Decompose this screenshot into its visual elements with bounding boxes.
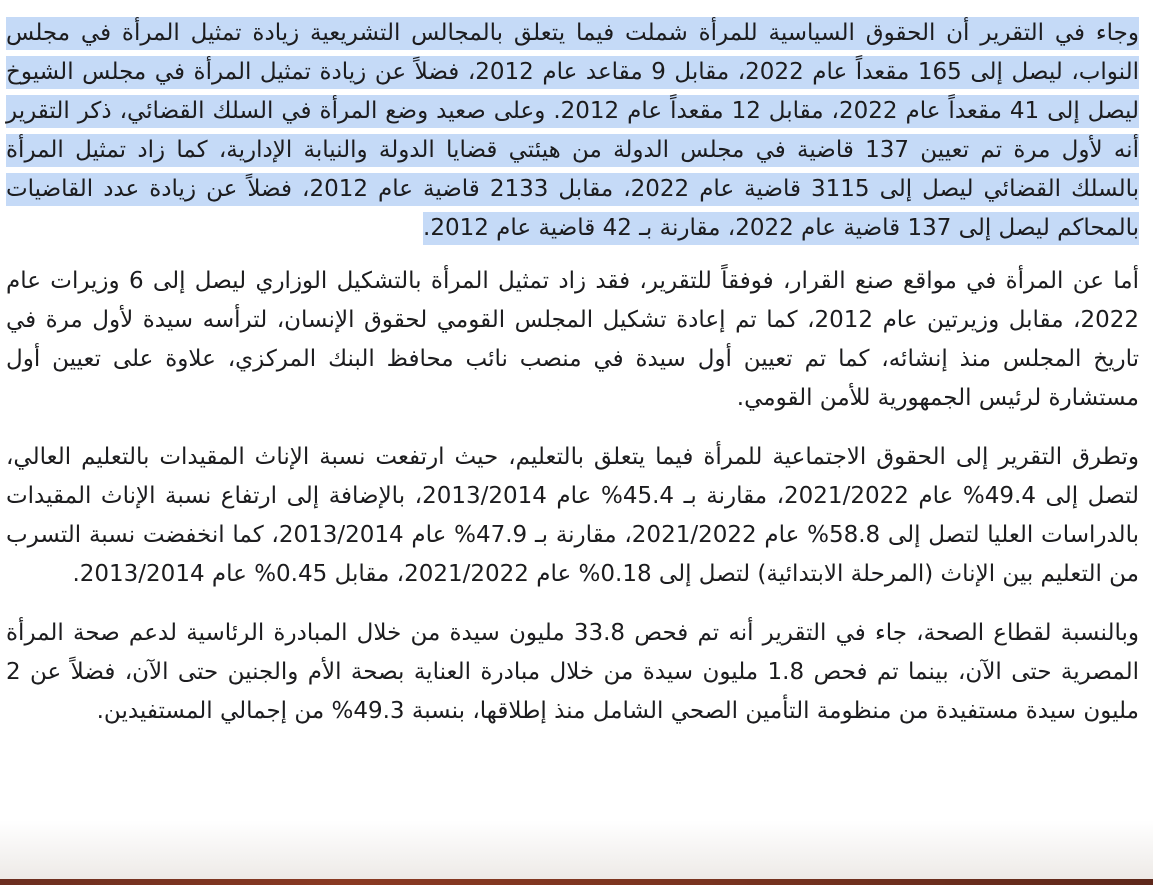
paragraph-decision-making: أما عن المرأة في مواقع صنع القرار، فوفقاً للتقرير، فقد زاد تمثيل المرأة بالتشكيل الوزاري ليصل إلى 6 وزيرات عام 2022، مقابل وزيرتين عام 2012، كما تم إعادة تشكيل المجلس القومي لحقوق الإنسان، لترأسه سيدة لأول مرة في تاريخ المجلس منذ إنشائه، كما تم تعيين أول سيدة في منصب نائب محافظ البنك المركزي، علاوة على تعيين أول مستشارة لرئيس الجمهورية للأمن القومي. [6, 268, 1140, 411]
paragraph-education: وتطرق التقرير إلى الحقوق الاجتماعية للمرأة فيما يتعلق بالتعليم، حيث ارتفعت نسبة الإناث المقيدات بالتعليم العالي، لتصل إلى 49.4% عام 2021/2022، مقارنة بـ 45.4% عام 2013/2014، بالإضافة إلى ارتفاع نسبة الإناث المقيدات بالدراسات العليا لتصل إلى 58.8% عام 2021/2022، مقارنة بـ 47.9% عام 2013/2014، كما انخفضت نسبة التسرب من التعليم بين الإناث (المرحلة الابتدائية) لتصل إلى 0.18% عام 2021/2022، مقابل 0.45% عام 2013/2014. [6, 444, 1139, 587]
bottom-strip [0, 879, 1153, 885]
article-body [0, 14, 1139, 731]
selected-text[interactable]: وجاء في التقرير أن الحقوق السياسية للمرأة شملت فيما يتعلق بالمجالس التشريعية زيادة تمثيل المرأة في مجلس النواب، ليصل إلى 165 مقعداً عام 2022، مقابل 9 مقاعد عام 2012، فضلاً عن زيادة تمثيل المرأة في مجلس الشيوخ ليصل إلى 41 مقعداً عام 2022، مقابل 12 مقعداً عام 2012. وعلى صعيد وضع المرأة في السلك القضائي، ذكر التقرير أنه لأول مرة تم تعيين 137 قاضية في مجلس الدولة من هيئتي قضايا الدولة والنيابة الإدارية، كما زاد تمثيل المرأة بالسلك القضائي ليصل إلى 3115 قاضية عام 2022، مقابل 2133 قاضية عام 2012، فضلاً عن زيادة عدد القاضيات بالمحاكم ليصل إلى 137 قاضية عام 2022، مقارنة بـ 42 قاضية عام 2012. [6, 17, 1139, 245]
paragraph-health: وبالنسبة لقطاع الصحة، جاء في التقرير أنه تم فحص 33.8 مليون سيدة من خلال المبادرة الرئاسية لدعم صحة المرأة المصرية حتى الآن، بينما تم فحص 1.8 مليون سيدة من خلال مبادرة العناية بصحة الأم والجنين حتى الآن، فضلاً عن 2 مليون سيدة مستفيدة من منظومة التأمين الصحي الشامل منذ إطلاقها، بنسبة 49.3% من إجمالي المستفيدين. [6, 620, 1139, 724]
paragraph-political-rights[interactable] [0, 14, 1139, 248]
